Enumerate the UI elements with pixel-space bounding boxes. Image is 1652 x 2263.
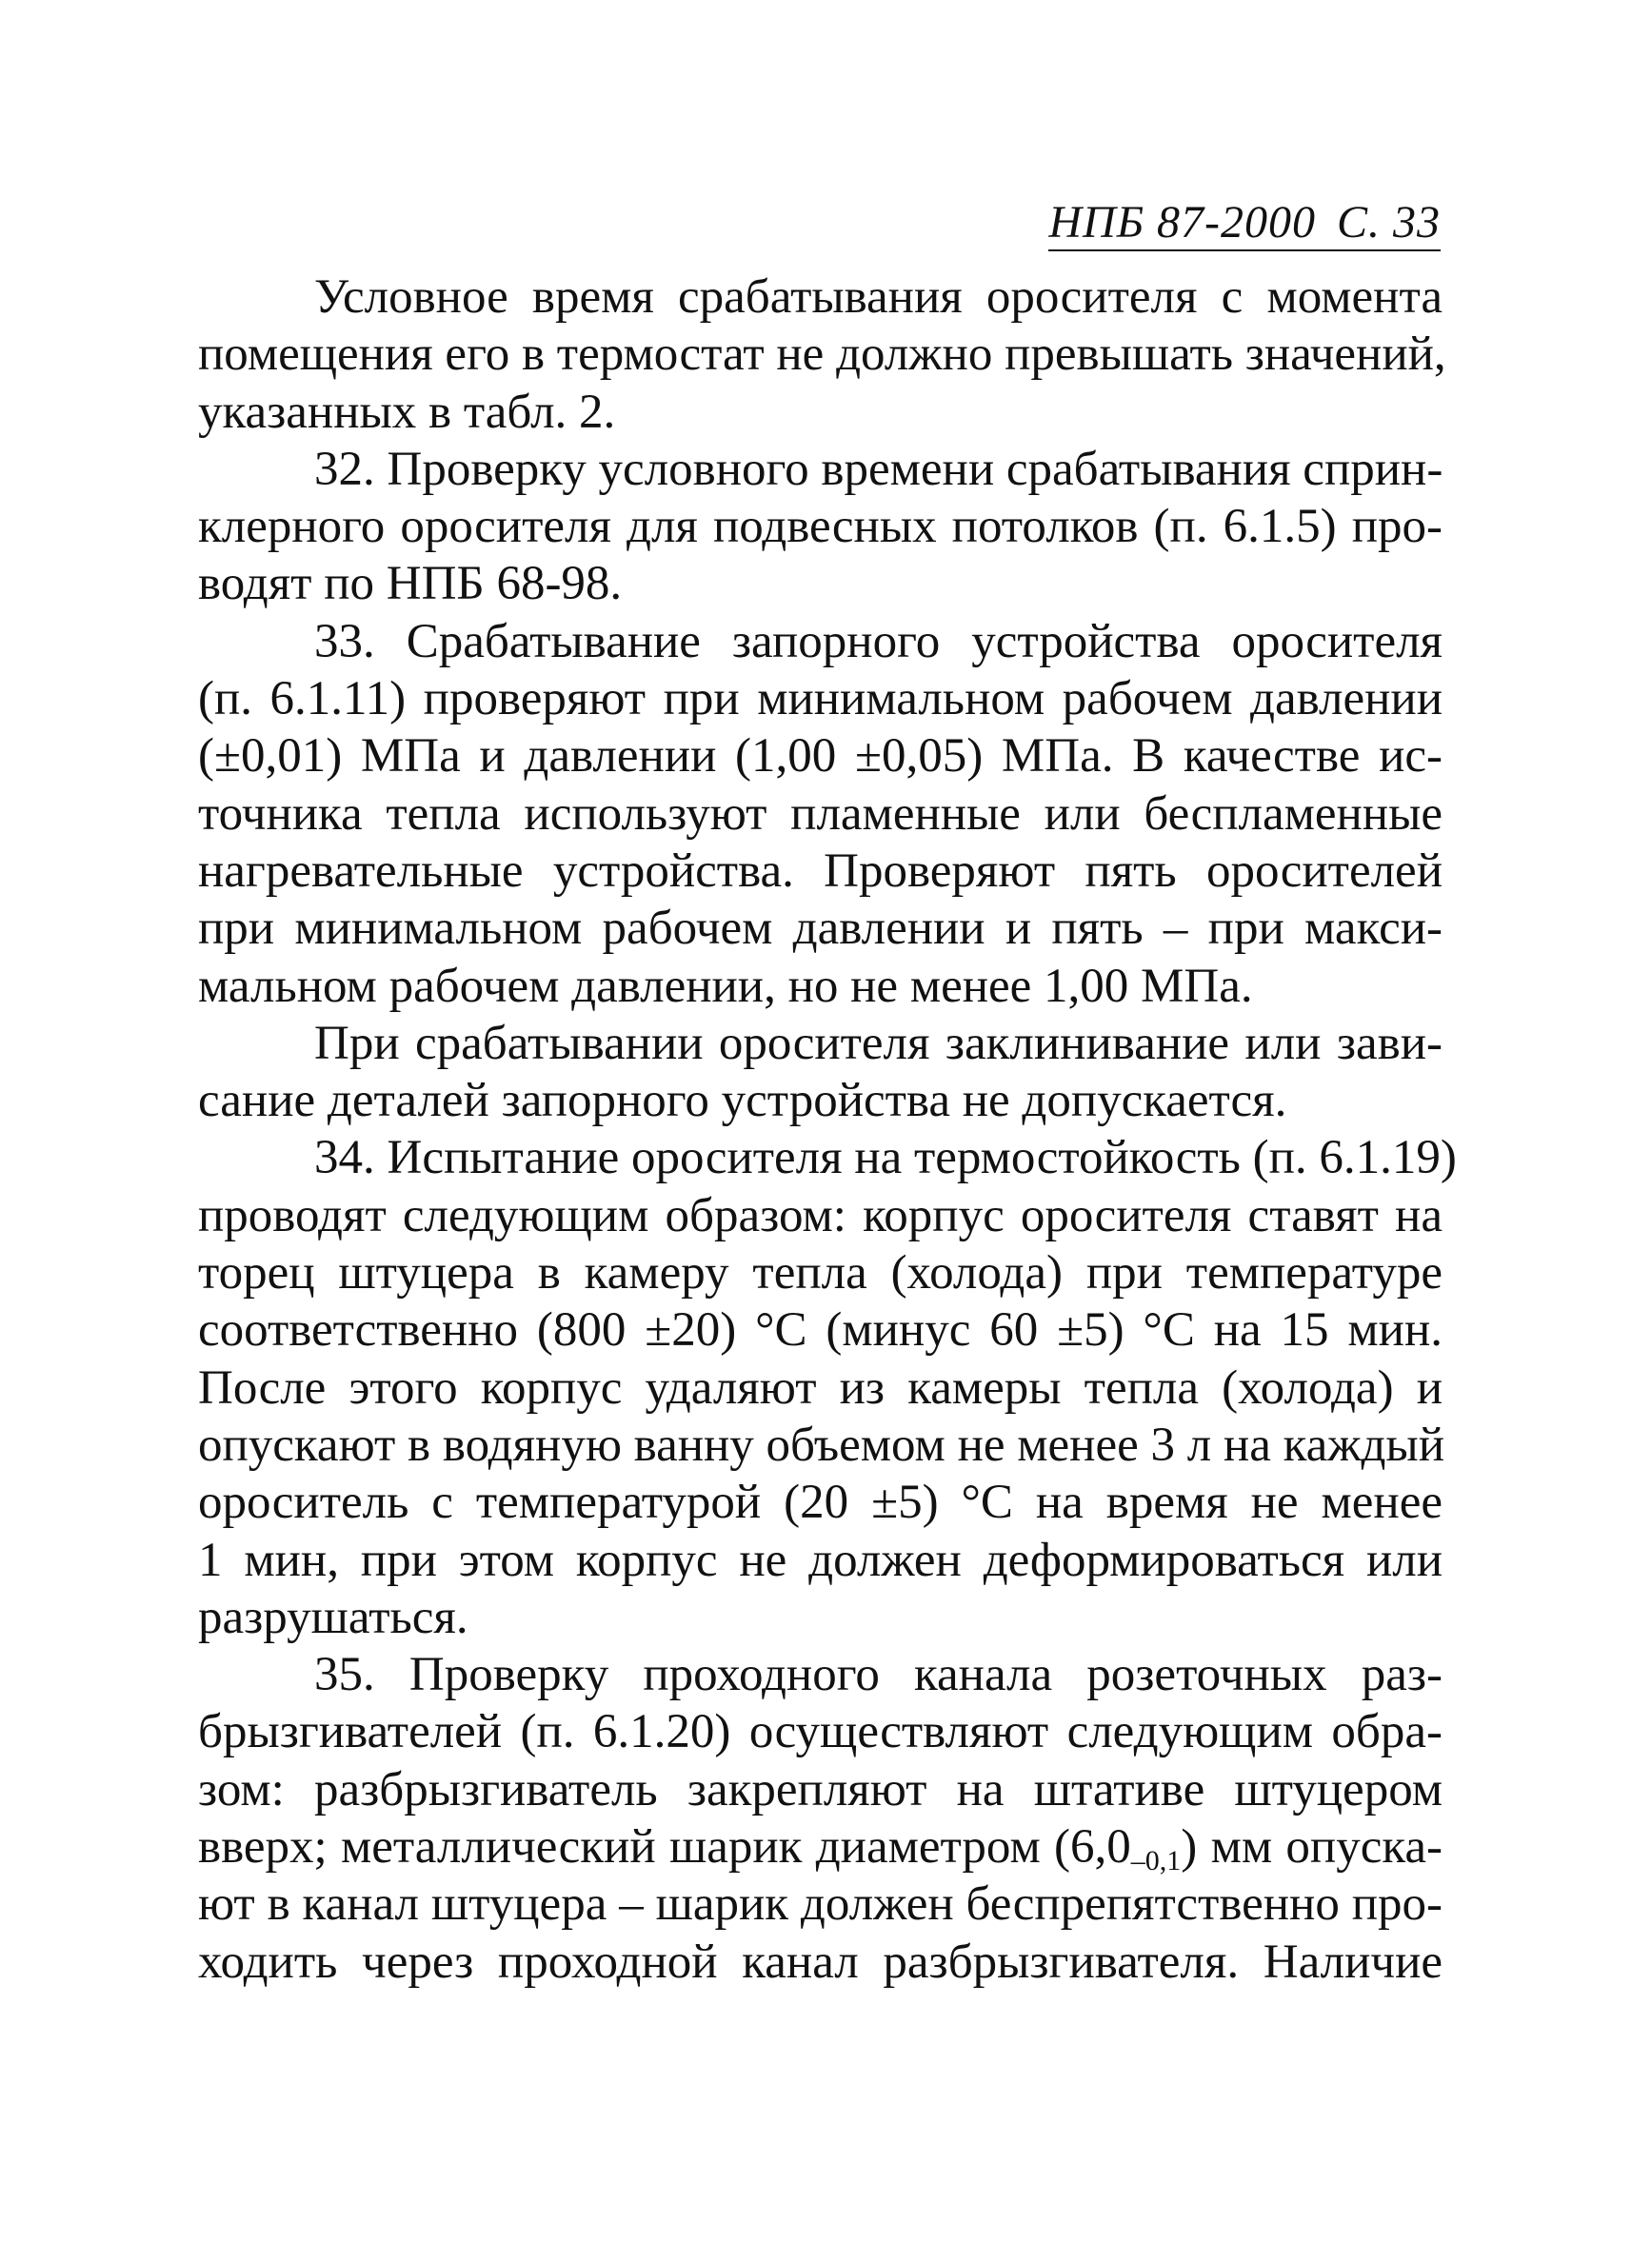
text-line: проводят следующим образом: корпус оросителя ставят на	[198, 1188, 1443, 1242]
text-line: 32. Проверку условного времени срабатывания сприн-	[314, 442, 1443, 496]
body-text	[198, 268, 1457, 1991]
text-line: разрушаться.	[198, 1590, 468, 1644]
text-line: опускают в водяную ванну объемом не менее 3 л на каждый	[198, 1418, 1444, 1472]
text-line: клерного оросителя для подвесных потолков (п. 6.1.5) про-	[198, 500, 1443, 554]
text-line: При срабатывании оросителя заклинивание или зави-	[314, 1016, 1443, 1070]
text-line: торец штуцера в камеру тепла (холода) при температуре	[198, 1246, 1443, 1300]
header-page-number: С. 33	[1336, 197, 1441, 248]
text-line: указанных в табл. 2.	[198, 385, 616, 439]
text-line: 35. Проверку проходного канала розеточных раз-	[314, 1648, 1443, 1702]
text-line: После этого корпус удаляют из камеры тепла (холода) и	[198, 1360, 1443, 1415]
header-doc-code: НПБ 87-2000	[1048, 197, 1316, 248]
text-line: 33. Срабатывание запорного устройства оросителя	[314, 614, 1443, 668]
text-line: зом: разбрызгиватель закрепляют на штативе штуцером	[198, 1762, 1443, 1816]
tolerance-subscript: –0,1	[1130, 1845, 1182, 1877]
text-line: 1 мин, при этом корпус не должен деформироваться или	[198, 1533, 1443, 1587]
text-line: ороситель с температурой (20 ±5) °С на время не менее	[198, 1476, 1443, 1530]
running-header	[1048, 196, 1441, 251]
text-line: ходить через проходной канал разбрызгивателя. Наличие	[198, 1935, 1443, 1989]
text-line: 34. Испытание оросителя на термостойкость (п. 6.1.19)	[314, 1131, 1457, 1185]
text-line: соответственно (800 ±20) °С (минус 60 ±5) °С на 15 мин.	[198, 1303, 1443, 1358]
text-line: (±0,01) МПа и давлении (1,00 ±0,05) МПа. В качестве ис-	[198, 729, 1443, 784]
text-line: сание деталей запорного устройства не допускается.	[198, 1074, 1287, 1128]
text-line: при минимальном рабочем давлении и пять – при макси-	[198, 902, 1443, 956]
text-line: водят по НПБ 68-98.	[198, 557, 623, 611]
text-line: Условное время срабатывания оросителя с момента	[314, 270, 1443, 324]
text-line: вверх; металлический шарик диаметром $(6,0_{-0,1})$ мм опуска-	[198, 1820, 1443, 1877]
text-line: точника тепла используют пламенные или беспламенные	[198, 786, 1443, 841]
text-line: мальном рабочем давлении, но не менее 1,00 МПа.	[198, 959, 1253, 1013]
text-line: нагревательные устройства. Проверяют пять оросителей	[198, 844, 1443, 898]
text-line: брызгивателей (п. 6.1.20) осуществляют следующим обра-	[198, 1705, 1443, 1759]
text-line: помещения его в термостат не должно превышать значений,	[198, 328, 1446, 382]
text-line: (п. 6.1.11) проверяют при минимальном рабочем давлении	[198, 672, 1443, 726]
text-line: ют в канал штуцера – шарик должен беспрепятственно про-	[198, 1877, 1443, 1932]
